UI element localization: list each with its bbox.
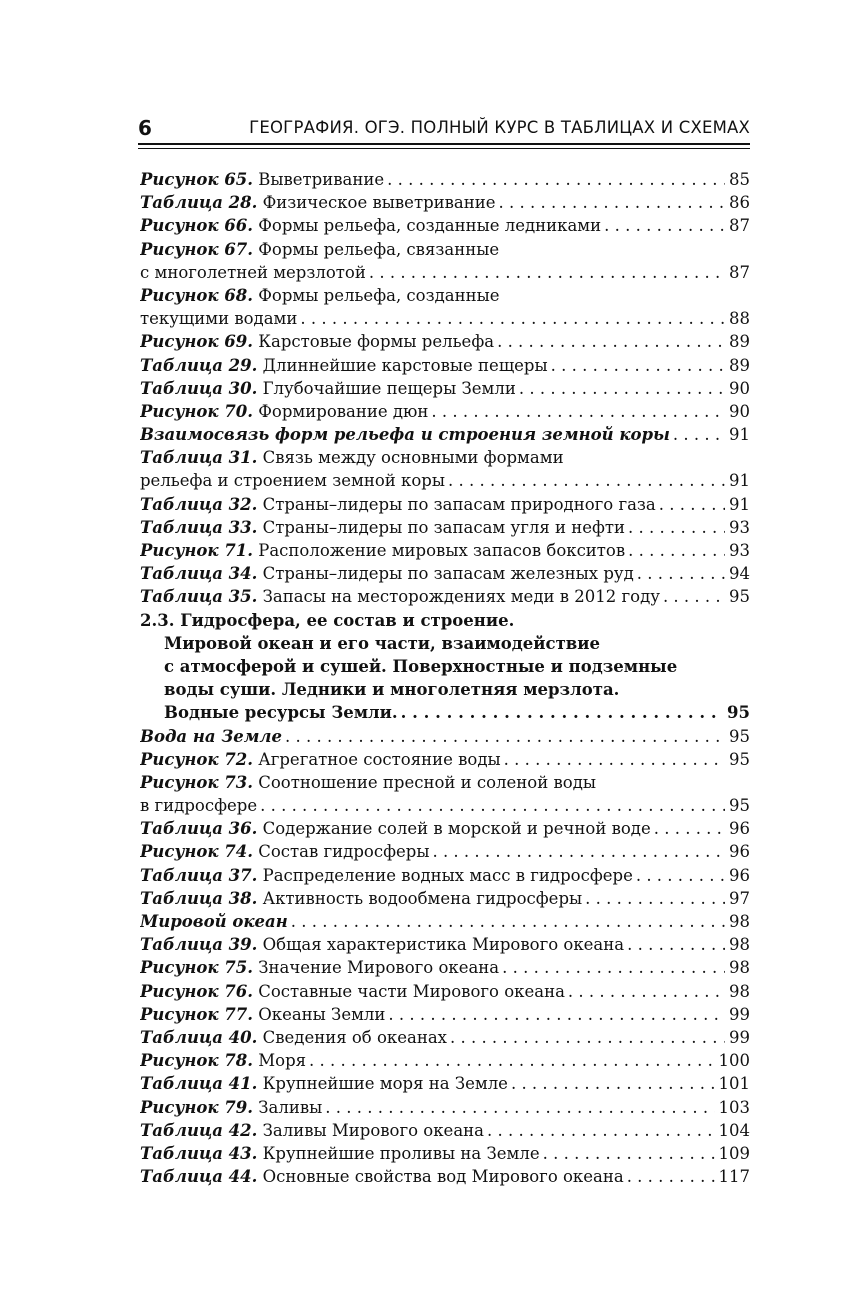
page-ref: 95 bbox=[729, 726, 750, 746]
toc-entry bbox=[140, 400, 750, 423]
toc-entry bbox=[140, 191, 750, 214]
page-ref: 96 bbox=[729, 865, 750, 885]
dot-leader bbox=[651, 817, 725, 840]
page-ref: 93 bbox=[729, 541, 750, 560]
page-ref: 94 bbox=[729, 564, 750, 584]
dot-leader bbox=[385, 1003, 725, 1026]
page-ref: 97 bbox=[729, 888, 750, 908]
page-ref: 87 bbox=[729, 262, 750, 282]
section-heading-line bbox=[140, 655, 750, 678]
toc-entry-title bbox=[140, 864, 633, 887]
toc-entry bbox=[140, 214, 750, 237]
toc-entry-title bbox=[140, 585, 660, 608]
dot-leader bbox=[282, 725, 725, 748]
toc-entry bbox=[140, 539, 750, 562]
toc-heading-text: Мировой океан bbox=[140, 912, 288, 931]
entry-label: Таблица 35. bbox=[140, 587, 258, 607]
toc-entry-title bbox=[140, 400, 428, 423]
entry-label: Рисунок 66. bbox=[140, 216, 253, 236]
section-heading-text: Мировой океан и его части, взаимодействие bbox=[164, 633, 601, 653]
toc-entry-continuation bbox=[140, 307, 750, 330]
page-ref: 95 bbox=[729, 587, 750, 607]
entry-text: Глубочайшие пещеры Земли bbox=[262, 378, 516, 398]
entry-text: Формы рельефа, связанные bbox=[258, 239, 500, 259]
entry-text: Общая характеристика Мирового океана bbox=[262, 935, 625, 955]
header-rule-thin bbox=[138, 148, 750, 149]
dot-leader bbox=[516, 377, 725, 400]
toc-entry-title bbox=[140, 817, 651, 840]
entry-text-continued: текущими водами bbox=[140, 309, 298, 329]
entry-text: Сведения об океанах bbox=[262, 1027, 447, 1047]
section-heading-text: 2.3. Гидросфера, ее состав и строение. bbox=[140, 610, 515, 630]
section-heading-text: с атмосферой и сушей. Поверхностные и подземные bbox=[164, 656, 678, 676]
dot-leader bbox=[494, 330, 725, 353]
toc-entry bbox=[140, 1165, 750, 1188]
entry-text: Страны–лидеры по запасам природного газа bbox=[262, 494, 656, 514]
page-ref: 104 bbox=[718, 1120, 750, 1140]
header-rule bbox=[138, 143, 750, 145]
entry-label: Рисунок 76. bbox=[140, 981, 253, 1001]
entry-text: Физическое выветривание bbox=[262, 193, 496, 213]
running-title: ГЕОГРАФИЯ. ОГЭ. ПОЛНЫЙ КУРС В ТАБЛИЦАХ И СХЕМАХ bbox=[249, 118, 750, 137]
page-ref: 91 bbox=[729, 425, 750, 445]
entry-label: Таблица 28. bbox=[140, 193, 258, 213]
section-heading-line bbox=[140, 609, 750, 632]
page-ref: 98 bbox=[729, 912, 750, 931]
entry-label: Таблица 40. bbox=[140, 1027, 258, 1047]
dot-leader bbox=[601, 214, 725, 237]
entry-label: Таблица 31. bbox=[140, 448, 258, 468]
dot-leader bbox=[257, 794, 725, 817]
entry-label: Таблица 43. bbox=[140, 1143, 258, 1163]
entry-text: Крупнейшие моря на Земле bbox=[262, 1074, 508, 1094]
toc-entry-continuation bbox=[140, 794, 750, 817]
entry-text: Формы рельефа, созданные bbox=[258, 285, 500, 305]
dot-leader bbox=[499, 956, 725, 979]
toc-entry bbox=[140, 1026, 750, 1049]
toc-entry-title bbox=[140, 354, 548, 377]
page-ref: 85 bbox=[729, 170, 750, 189]
dot-leader bbox=[297, 307, 725, 330]
page-ref: 88 bbox=[729, 309, 750, 329]
toc-entry-title bbox=[140, 214, 601, 237]
toc-entry bbox=[140, 817, 750, 840]
toc-entry-title bbox=[140, 493, 656, 516]
page-ref: 103 bbox=[718, 1097, 750, 1117]
entry-text: Крупнейшие проливы на Земле bbox=[262, 1143, 540, 1163]
entry-text: Значение Мирового океана bbox=[258, 958, 500, 978]
entry-text: Связь между основными формами bbox=[262, 448, 564, 468]
toc-entry bbox=[140, 516, 750, 539]
toc-entry-title bbox=[140, 1026, 447, 1049]
dot-leader bbox=[447, 1026, 725, 1049]
page-ref: 99 bbox=[729, 1004, 750, 1024]
entry-label: Рисунок 71. bbox=[140, 541, 253, 560]
page-ref: 87 bbox=[729, 216, 750, 236]
table-of-contents bbox=[140, 168, 750, 1188]
toc-heading bbox=[140, 910, 750, 933]
entry-label: Рисунок 74. bbox=[140, 842, 253, 862]
toc-entry-title bbox=[140, 1119, 484, 1142]
dot-leader bbox=[288, 910, 725, 933]
entry-text: Содержание солей в морской и речной воде bbox=[262, 819, 651, 839]
page-ref: 86 bbox=[729, 193, 750, 213]
entry-label: Рисунок 69. bbox=[140, 332, 253, 352]
toc-entry-title bbox=[140, 377, 516, 400]
dot-leader bbox=[428, 400, 725, 423]
page-ref: 109 bbox=[718, 1143, 750, 1163]
dot-leader bbox=[624, 933, 725, 956]
dot-leader bbox=[501, 748, 725, 771]
toc-entry-title bbox=[140, 284, 500, 307]
toc-heading-text: Вода на Земле bbox=[140, 726, 282, 746]
toc-entry-title bbox=[140, 330, 494, 353]
section-heading-text: воды суши. Ледники и многолетняя мерзлота. bbox=[164, 680, 620, 700]
toc-heading bbox=[140, 423, 750, 446]
toc-entry bbox=[140, 864, 750, 887]
toc-entry bbox=[140, 330, 750, 353]
toc-entry bbox=[140, 956, 750, 979]
toc-heading bbox=[140, 725, 750, 748]
toc-entry bbox=[140, 168, 750, 191]
page-ref: 100 bbox=[718, 1051, 750, 1071]
dot-leader bbox=[445, 469, 725, 492]
toc-heading-text: Взаимосвязь форм рельефа и строения земной коры bbox=[140, 425, 670, 445]
entry-text: Состав гидросферы bbox=[258, 842, 430, 862]
entry-label: Таблица 38. bbox=[140, 888, 258, 908]
dot-leader bbox=[565, 980, 725, 1003]
entry-label: Таблица 39. bbox=[140, 935, 258, 955]
entry-text: Распределение водных масс в гидросфере bbox=[262, 865, 633, 885]
page-ref: 96 bbox=[729, 819, 750, 839]
entry-text-continued: рельефа и строением земной коры bbox=[140, 471, 445, 491]
toc-entry bbox=[140, 771, 750, 794]
toc-entry-title bbox=[140, 516, 625, 539]
toc-entry bbox=[140, 446, 750, 469]
page-ref: 91 bbox=[729, 471, 750, 491]
entry-text: Заливы Мирового океана bbox=[262, 1120, 484, 1140]
entry-label: Рисунок 78. bbox=[140, 1051, 253, 1071]
toc-entry bbox=[140, 493, 750, 516]
entry-text: Расположение мировых запасов бокситов bbox=[258, 541, 626, 560]
section-heading-line bbox=[140, 678, 750, 701]
toc-entry-title bbox=[140, 562, 634, 585]
page-ref: 91 bbox=[729, 494, 750, 514]
entry-text: Составные части Мирового океана bbox=[258, 981, 565, 1001]
dot-leader bbox=[429, 840, 725, 863]
page-header bbox=[138, 112, 750, 142]
entry-text-continued: с многолетней мерзлотой bbox=[140, 262, 366, 282]
toc-entry bbox=[140, 238, 750, 261]
toc-entry-title bbox=[140, 771, 596, 794]
dot-leader bbox=[625, 539, 725, 562]
page-ref: 117 bbox=[718, 1167, 750, 1187]
toc-entry-continuation bbox=[140, 261, 750, 284]
toc-entry-title bbox=[140, 933, 624, 956]
toc-entry-continuation bbox=[140, 469, 750, 492]
entry-label: Рисунок 67. bbox=[140, 239, 253, 259]
toc-entry bbox=[140, 887, 750, 910]
page-ref: 95 bbox=[727, 703, 750, 723]
toc-entry bbox=[140, 933, 750, 956]
entry-label: Таблица 42. bbox=[140, 1120, 258, 1140]
page-ref: 98 bbox=[729, 935, 750, 955]
toc-entry-title bbox=[140, 887, 582, 910]
entry-label: Рисунок 72. bbox=[140, 749, 253, 769]
toc-entry bbox=[140, 562, 750, 585]
entry-label: Рисунок 68. bbox=[140, 285, 253, 305]
entry-label: Рисунок 65. bbox=[140, 170, 253, 189]
entry-label: Рисунок 77. bbox=[140, 1004, 253, 1024]
entry-text: Выветривание bbox=[258, 170, 385, 189]
dot-leader bbox=[656, 493, 725, 516]
toc-entry-title bbox=[140, 1096, 322, 1119]
entry-text: Основные свойства вод Мирового океана bbox=[262, 1167, 624, 1187]
toc-entry-title bbox=[140, 191, 496, 214]
entry-text: Агрегатное состояние воды bbox=[258, 749, 501, 769]
dot-leader bbox=[366, 261, 725, 284]
toc-entry-title bbox=[140, 1049, 306, 1072]
toc-entry bbox=[140, 748, 750, 771]
entry-text: Карстовые формы рельефа bbox=[258, 332, 495, 352]
entry-text: Страны–лидеры по запасам угля и нефти bbox=[262, 517, 626, 537]
dot-leader bbox=[582, 887, 725, 910]
page-ref: 90 bbox=[729, 378, 750, 398]
page-ref: 89 bbox=[729, 332, 750, 352]
entry-text-continued: в гидросфере bbox=[140, 796, 258, 816]
dot-leader bbox=[540, 1142, 715, 1165]
page-ref: 89 bbox=[729, 355, 750, 375]
dot-leader bbox=[384, 168, 725, 191]
entry-text: Страны–лидеры по запасам железных руд bbox=[262, 564, 634, 584]
entry-text: Океаны Земли bbox=[258, 1004, 386, 1024]
entry-label: Таблица 37. bbox=[140, 865, 258, 885]
toc-entry bbox=[140, 284, 750, 307]
toc-entry bbox=[140, 1003, 750, 1026]
toc-entry bbox=[140, 377, 750, 400]
entry-label: Таблица 29. bbox=[140, 355, 258, 375]
page-ref: 93 bbox=[729, 517, 750, 537]
dot-leader bbox=[306, 1049, 714, 1072]
toc-entry bbox=[140, 1096, 750, 1119]
section-heading-line bbox=[140, 701, 750, 724]
toc-entry bbox=[140, 1049, 750, 1072]
toc-entry-title bbox=[140, 446, 564, 469]
dot-leader bbox=[508, 1072, 715, 1095]
entry-label: Таблица 34. bbox=[140, 564, 258, 584]
dot-leader bbox=[634, 562, 725, 585]
dot-leader bbox=[322, 1096, 714, 1119]
entry-label: Таблица 36. bbox=[140, 819, 258, 839]
toc-entry-title bbox=[140, 539, 625, 562]
page-ref: 96 bbox=[729, 842, 750, 862]
dot-leader bbox=[633, 864, 725, 887]
page-ref: 98 bbox=[729, 981, 750, 1001]
page-ref: 90 bbox=[729, 401, 750, 421]
toc-entry-title bbox=[140, 1072, 508, 1095]
toc-entry-title bbox=[140, 238, 499, 261]
entry-label: Рисунок 75. bbox=[140, 958, 253, 978]
toc-entry-title bbox=[140, 1003, 385, 1026]
page-ref: 98 bbox=[729, 958, 750, 978]
toc-entry-title bbox=[140, 168, 384, 191]
toc-entry bbox=[140, 1072, 750, 1095]
dot-leader bbox=[398, 701, 723, 724]
entry-text: Длиннейшие карстовые пещеры bbox=[262, 355, 548, 375]
toc-entry-title bbox=[140, 956, 499, 979]
entry-label: Рисунок 79. bbox=[140, 1097, 253, 1117]
page-ref: 99 bbox=[729, 1027, 750, 1047]
toc-entry bbox=[140, 585, 750, 608]
toc-entry-title bbox=[140, 748, 501, 771]
dot-leader bbox=[670, 423, 725, 446]
toc-entry bbox=[140, 354, 750, 377]
entry-text: Формирование дюн bbox=[258, 401, 429, 421]
dot-leader bbox=[624, 1165, 715, 1188]
dot-leader bbox=[660, 585, 725, 608]
entry-label: Рисунок 73. bbox=[140, 772, 253, 792]
toc-entry-title bbox=[140, 1165, 624, 1188]
entry-label: Таблица 32. bbox=[140, 494, 258, 514]
entry-label: Таблица 33. bbox=[140, 517, 258, 537]
entry-label: Таблица 30. bbox=[140, 378, 258, 398]
entry-text: Заливы bbox=[258, 1097, 323, 1117]
dot-leader bbox=[484, 1119, 715, 1142]
toc-entry bbox=[140, 1142, 750, 1165]
entry-label: Таблица 44. bbox=[140, 1167, 258, 1187]
entry-label: Рисунок 70. bbox=[140, 401, 253, 421]
toc-entry-title bbox=[140, 980, 565, 1003]
entry-text: Активность водообмена гидросферы bbox=[262, 888, 583, 908]
section-heading-line bbox=[140, 632, 750, 655]
entry-label: Таблица 41. bbox=[140, 1074, 258, 1094]
toc-entry-title bbox=[140, 840, 429, 863]
toc-entry bbox=[140, 1119, 750, 1142]
section-heading-text: Водные ресурсы Земли. bbox=[164, 703, 398, 723]
entry-text: Запасы на месторождениях меди в 2012 году bbox=[262, 587, 660, 607]
dot-leader bbox=[548, 354, 725, 377]
dot-leader bbox=[625, 516, 725, 539]
page-ref: 101 bbox=[718, 1074, 750, 1094]
page-number: 6 bbox=[138, 116, 152, 140]
entry-text: Моря bbox=[258, 1051, 307, 1071]
entry-text: Формы рельефа, созданные ледниками bbox=[258, 216, 602, 236]
page-ref: 95 bbox=[729, 796, 750, 816]
entry-text: Соотношение пресной и соленой воды bbox=[258, 772, 596, 792]
toc-entry bbox=[140, 840, 750, 863]
dot-leader bbox=[496, 191, 725, 214]
page-ref: 95 bbox=[729, 749, 750, 769]
toc-entry-title bbox=[140, 1142, 540, 1165]
toc-entry bbox=[140, 980, 750, 1003]
